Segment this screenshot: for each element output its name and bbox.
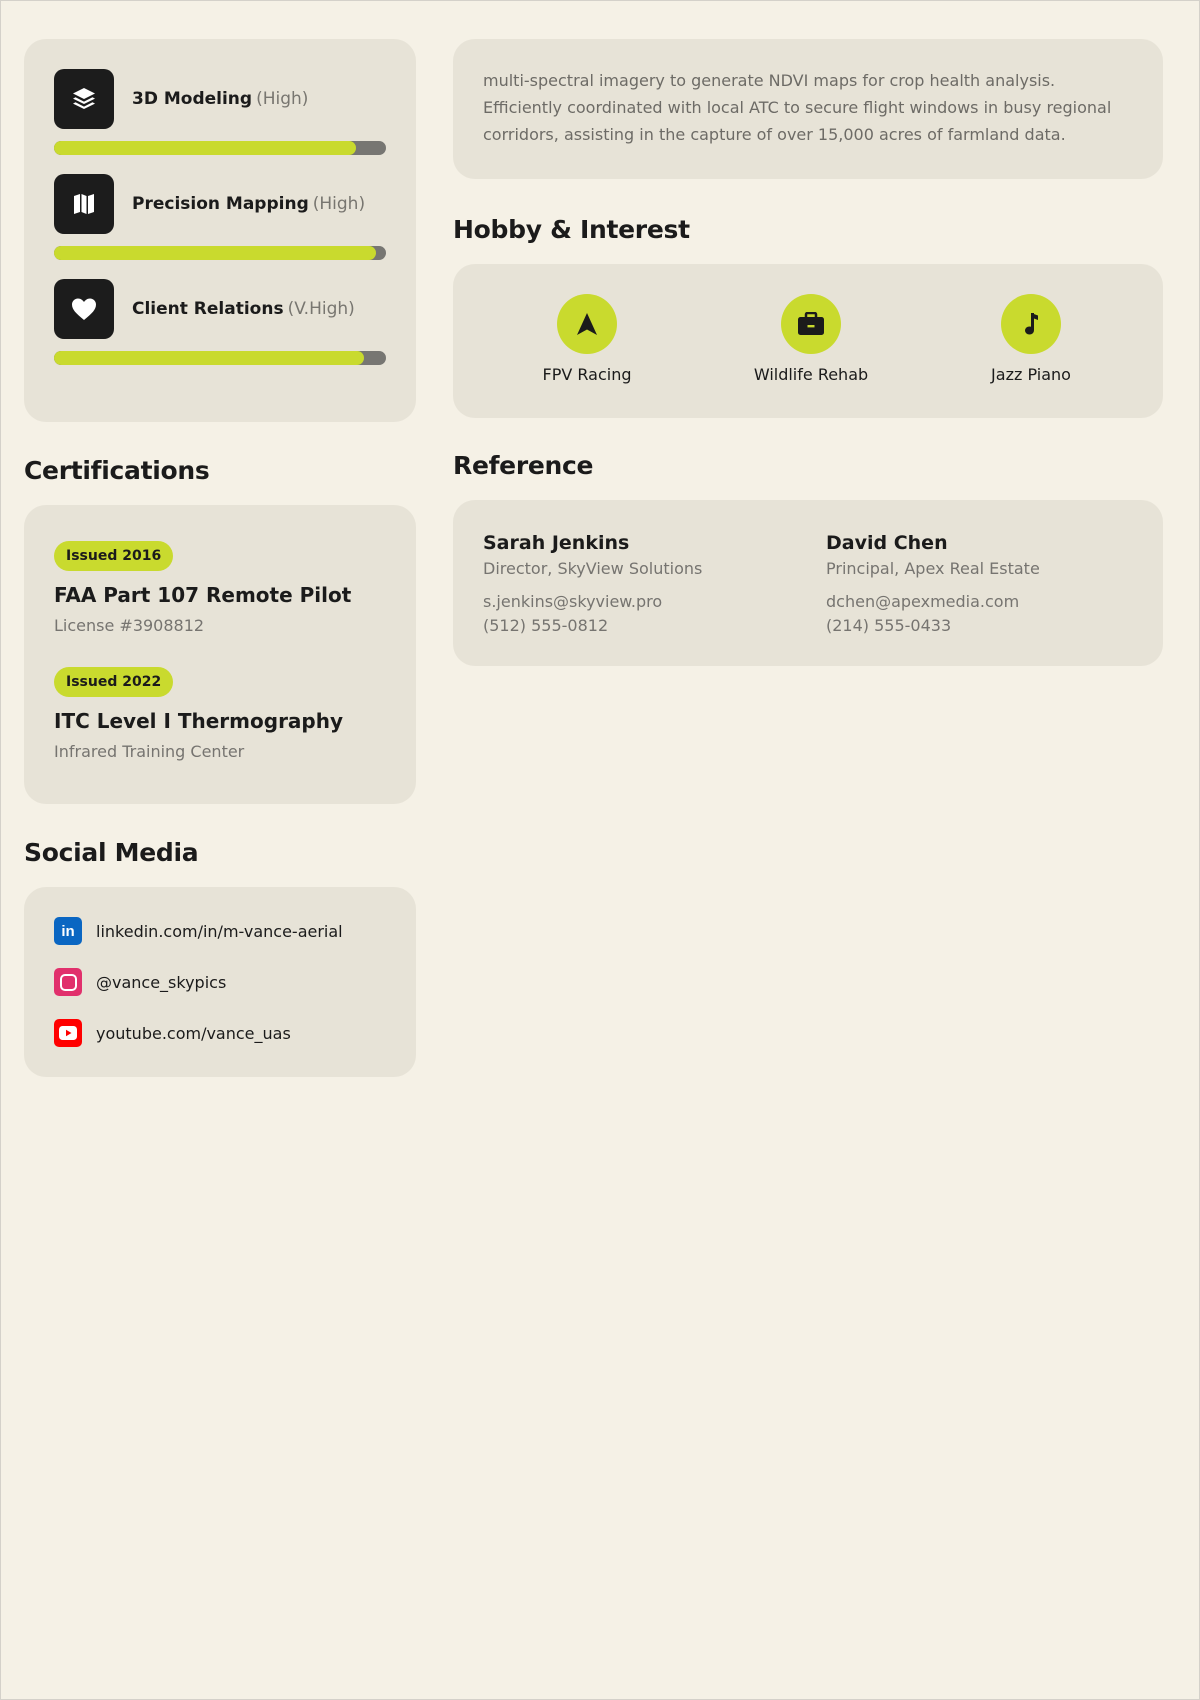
hobby-card — [453, 264, 1163, 418]
social-link-text[interactable]: @vance_skypics — [96, 972, 227, 992]
hobby-label: Wildlife Rehab — [753, 365, 869, 384]
reference-heading: Reference — [453, 451, 594, 480]
reference-role: Director, SkyView Solutions — [483, 559, 703, 578]
issued-badge: Issued 2016 — [54, 541, 173, 571]
reference-role: Principal, Apex Real Estate — [826, 559, 1040, 578]
skills-card — [24, 39, 416, 422]
description-line: multi-spectral imagery to generate NDVI maps for crop health analysis. — [483, 71, 1056, 90]
social-media-heading: Social Media — [24, 838, 199, 867]
skill-level: (V.High) — [287, 299, 355, 319]
reference-contact — [826, 590, 1040, 638]
skill-progress-fill — [54, 141, 356, 155]
social-link-text[interactable]: youtube.com/vance_uas — [96, 1023, 291, 1043]
certification-item — [54, 667, 386, 761]
navigation-arrow-icon — [557, 294, 617, 354]
music-note-icon — [1001, 294, 1061, 354]
skill-name: 3D Modeling — [132, 89, 253, 109]
skill-name: Client Relations — [132, 299, 284, 319]
skill-3d-modeling — [54, 69, 386, 155]
skill-progress-fill — [54, 351, 364, 365]
reference-item — [826, 532, 1040, 638]
layers-icon — [54, 69, 114, 129]
reference-phone[interactable]: (512) 555-0812 — [483, 616, 609, 635]
hobby-label: Jazz Piano — [991, 365, 1071, 384]
certification-name: FAA Part 107 Remote Pilot — [54, 583, 352, 607]
skill-progress-bar — [54, 351, 386, 365]
social-link-instagram[interactable] — [54, 968, 386, 996]
issued-badge: Issued 2022 — [54, 667, 173, 697]
experience-description — [483, 67, 1133, 148]
skill-level: (High) — [312, 194, 366, 214]
heart-icon — [54, 279, 114, 339]
reference-name: Sarah Jenkins — [483, 532, 630, 554]
skill-level: (High) — [256, 89, 309, 109]
hobby-label: FPV Racing — [542, 365, 632, 384]
map-icon — [54, 174, 114, 234]
hobby-item — [731, 294, 891, 384]
skill-name: Precision Mapping — [132, 194, 309, 214]
skill-progress-fill — [54, 246, 376, 260]
experience-description-card — [453, 39, 1163, 179]
social-link-linkedin[interactable] — [54, 917, 386, 945]
certifications-card — [24, 505, 416, 804]
reference-card — [453, 500, 1163, 666]
reference-contact — [483, 590, 702, 638]
description-line: corridors, assisting in the capture of over 15,000 acres of farmland data. — [483, 125, 1066, 144]
skill-progress-bar — [54, 246, 386, 260]
description-line: Efficiently coordinated with local ATC to secure flight windows in busy regional — [483, 98, 1112, 117]
certification-detail: License #3908812 — [54, 616, 205, 635]
social-link-text[interactable]: linkedin.com/in/m-vance-aerial — [96, 921, 343, 941]
youtube-icon — [54, 1019, 82, 1047]
skill-client-relations — [54, 279, 386, 365]
reference-email[interactable]: dchen@apexmedia.com — [826, 592, 1020, 611]
hobby-item — [507, 294, 667, 384]
reference-item — [483, 532, 702, 638]
certification-name: ITC Level I Thermography — [54, 709, 344, 733]
reference-email[interactable]: s.jenkins@skyview.pro — [483, 592, 663, 611]
reference-phone[interactable]: (214) 555-0433 — [826, 616, 952, 635]
hobby-item — [951, 294, 1111, 384]
skill-precision-mapping — [54, 174, 386, 260]
certification-detail: Infrared Training Center — [54, 742, 245, 761]
medical-kit-icon — [781, 294, 841, 354]
reference-name: David Chen — [826, 532, 948, 554]
hobby-heading: Hobby & Interest — [453, 215, 690, 244]
linkedin-icon: in — [54, 917, 82, 945]
social-media-card — [24, 887, 416, 1077]
skill-progress-bar — [54, 141, 386, 155]
social-link-youtube[interactable] — [54, 1019, 386, 1047]
certification-item — [54, 541, 386, 635]
right-column — [453, 39, 1163, 666]
left-column — [24, 39, 416, 1077]
instagram-icon — [54, 968, 82, 996]
certifications-heading: Certifications — [24, 456, 210, 485]
